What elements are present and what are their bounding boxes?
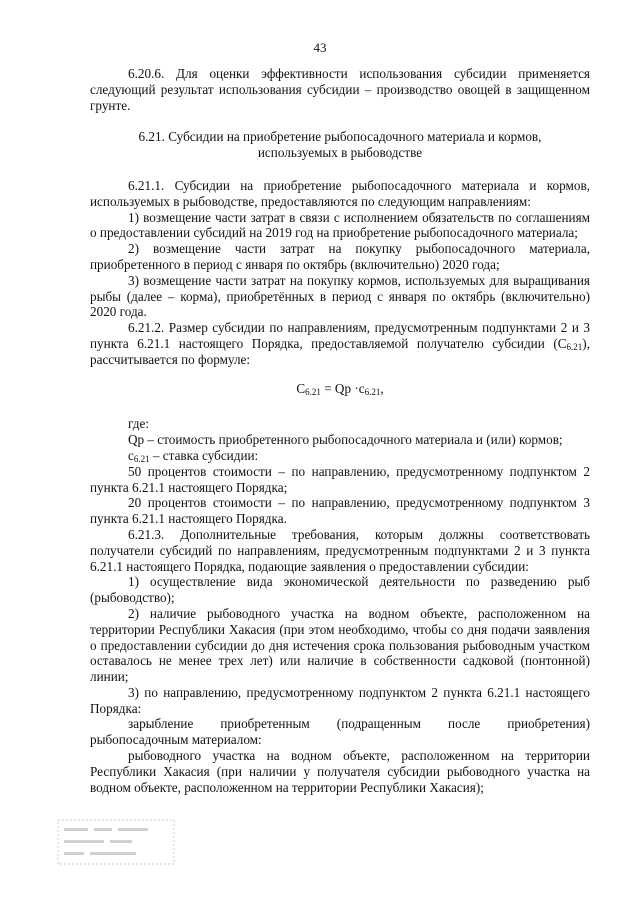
requirement-1: 1) осуществление вида экономической деятельности по разведению рыб (рыбоводство);: [90, 574, 590, 606]
faded-stamp-mark: [56, 818, 176, 868]
direction-3: 3) возмещение части затрат на покупку кормов, используемых для выращивания рыбы (далее – корма), приобретённых в период с января по октябрь (включительно) 2020 года.: [90, 272, 590, 320]
stocking-line-1: зарыбление приобретенным (подращенным после приобретения): [128, 716, 590, 732]
direction-1: 1) возмещение части затрат в связи с исполнением обязательств по соглашениям о предоставлении субсидий на 2019 год на приобретение рыбопосадочного материала;: [90, 209, 590, 241]
rate-50-percent: 50 процентов стоимости – по направлению, предусмотренному подпунктом 2 пункта 6.21.1 настоящего Порядка;: [90, 463, 590, 495]
subsidy-formula: $С_{6.21} = Qp \cdot c_{6.21}$,: [296, 380, 384, 397]
stocking-line-2: рыбопосадочным материалом:: [90, 732, 262, 748]
section-title: [90, 129, 590, 161]
fish-plot-paragraph: рыбоводного участка на водном объекте, расположенном на территории Республики Хакасия (при наличии у получателя субсидии рыбоводного участка на водном объекте, расположенном на территории Республики Хакасия);: [90, 748, 590, 795]
paragraph-6-20-6: 6.20.6. Для оценки эффективности использования субсидии применяется следующий результат использования субсидии – производство овощей в защищенном грунте.: [90, 66, 590, 113]
paragraph-6-21-2: 6.21.2. Размер субсидии по направлениям, предусмотренным подпунктами 2 и 3 пункта 6.21.1 настоящего Порядка, предоставляемой получателю субсидии $(С_{6.21})$, рассчитывается по формуле:: [90, 320, 590, 367]
rate-definition: $с_{6.21}$ – ставка субсидии:: [128, 447, 259, 464]
qp-definition: Qp – стоимость приобретенного рыбопосадочного материала и (или) кормов;: [128, 432, 563, 448]
requirement-3: 3) по направлению, предусмотренному подпунктом 2 пункта 6.21.1 настоящего Порядка:: [90, 684, 590, 716]
requirement-2: 2) наличие рыбоводного участка на водном объекте, расположенном на территории Республики Хакасия (при этом необходимо, чтобы со дня подачи заявления о предоставлении субсидии до дня истечения срока пользования рыбоводным участком оставалось не менее трех лет) или наличие в собственности садковой (понтонной) линии;: [90, 605, 590, 685]
rate-20-percent: 20 процентов стоимости – по направлению, предусмотренному подпунктом 3 пункта 6.21.1 настоящего Порядка.: [90, 495, 590, 527]
section-title-line-1: 6.21. Субсидии на приобретение рыбопосадочного материала и кормов,: [138, 129, 542, 145]
paragraph-6-21-3: 6.21.3. Дополнительные требования, которым должны соответствовать получатели субсидий по направлениям, предусмотренным подпунктами 2 и 3 пункта 6.21.1 настоящего Порядка, подающие заявления о предоставлении субсидии:: [90, 526, 590, 574]
page-number: 43: [313, 40, 327, 55]
where-label: где:: [128, 416, 149, 432]
document-body: [90, 66, 590, 795]
direction-2: 2) возмещение части затрат на покупку рыбопосадочного материала, приобретенного в период с января по октябрь (включительно) 2020 года;: [90, 241, 590, 272]
section-title-line-2: используемых в рыбоводстве: [257, 145, 423, 161]
paragraph-6-21-1: 6.21.1. Субсидии на приобретение рыбопосадочного материала и кормов, используемых в рыбоводстве, предоставляются по следующим направлениям:: [90, 177, 590, 209]
